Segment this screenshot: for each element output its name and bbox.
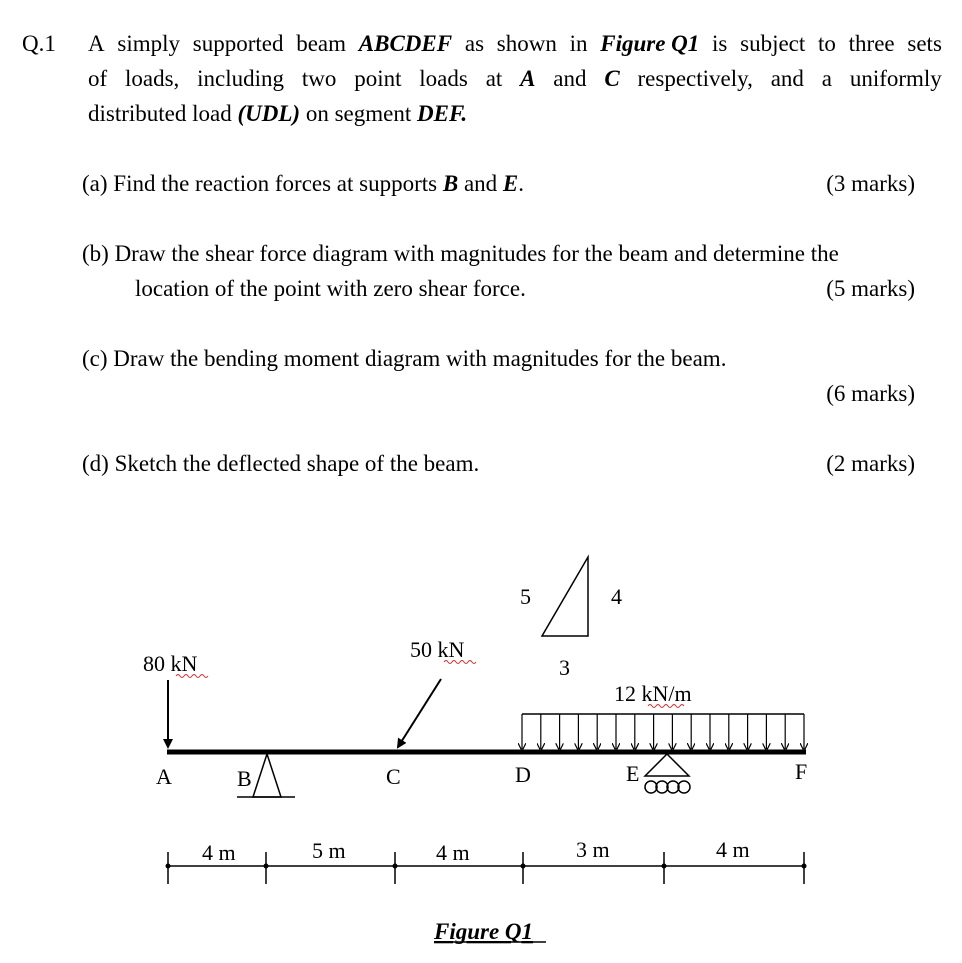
span-cd-label: 4 m: [436, 840, 470, 865]
support-e-ref: E: [502, 171, 519, 196]
word: sets: [907, 31, 942, 56]
word: in: [569, 31, 588, 56]
udl-load: [522, 681, 804, 749]
word: of: [88, 66, 108, 91]
word: load: [192, 101, 232, 126]
dimension-ticks: [166, 852, 807, 884]
word: including: [197, 66, 285, 91]
slope-hyp-label: 5: [520, 584, 531, 609]
point-label-c: C: [386, 764, 401, 789]
load-c-arrow: [398, 679, 441, 747]
slope-triangle-shape: [542, 557, 588, 636]
part-a-mid: and: [458, 171, 503, 196]
word: a: [821, 66, 832, 91]
word: segment: [334, 101, 412, 126]
dimension-node: [662, 864, 667, 869]
word: subject: [740, 31, 806, 56]
word: shown: [496, 31, 557, 56]
part-b-line-2: location of the point with zero shear force.: [135, 276, 526, 301]
span-bc-label: 5 m: [312, 838, 346, 863]
word: beam: [296, 31, 347, 56]
pin-triangle: [253, 754, 281, 797]
word: at: [485, 66, 503, 91]
roller-wheel: [656, 781, 668, 793]
part-b-line-1: (b) Draw the shear force diagram with magnitudes for the beam and determine the: [82, 241, 839, 266]
part-d-line-1: (d) Sketch the deflected shape of the beam.: [82, 451, 480, 476]
word: on: [305, 101, 329, 126]
part-b-marks: (5 marks): [826, 276, 915, 301]
word: and: [553, 66, 587, 91]
udl-ref: (UDL): [237, 101, 301, 126]
dimension-node: [802, 864, 807, 869]
dimension-line: [166, 837, 807, 884]
dimension-node: [521, 864, 526, 869]
word: distributed: [88, 101, 187, 126]
point-label-d: D: [515, 762, 531, 787]
word: as: [464, 31, 485, 56]
point-label-b: B: [237, 766, 252, 791]
word: supported: [192, 31, 284, 56]
slope-horizontal-label: 3: [559, 655, 570, 680]
figure-ref: Figure Q1: [600, 31, 700, 56]
segment-ref: DEF.: [417, 101, 468, 126]
load-a-label: 80 kN: [143, 651, 198, 676]
beam-name: ABCDEF: [358, 31, 453, 56]
slope-triangle: [520, 557, 622, 680]
word: respectively,: [637, 66, 753, 91]
dimension-node: [393, 864, 398, 869]
span-ab-label: 4 m: [202, 840, 236, 865]
word: loads,: [125, 66, 180, 91]
question-number: Q.1: [22, 31, 56, 56]
udl-arrows: [522, 714, 804, 749]
word: three: [848, 31, 895, 56]
span-ef-label: 4 m: [716, 837, 750, 862]
load-c-label: 50 kN: [410, 637, 465, 662]
point-label-a: A: [156, 764, 172, 789]
roller-wheel: [645, 781, 657, 793]
word: uniformly: [849, 66, 942, 91]
word: loads: [419, 66, 468, 91]
load-at-c: [398, 637, 476, 747]
udl-label: 12 kN/m: [614, 681, 692, 706]
point-a-ref: A: [520, 66, 536, 91]
word: to: [818, 31, 836, 56]
word: A: [88, 31, 105, 56]
word: two: [301, 66, 337, 91]
span-de-label: 3 m: [576, 837, 610, 862]
part-c-line-1: (c) Draw the bending moment diagram with magnitudes for the beam.: [82, 346, 727, 371]
word: and: [770, 66, 804, 91]
part-d-marks: (2 marks): [826, 451, 915, 476]
point-c-ref: C: [604, 66, 620, 91]
word: simply: [117, 31, 180, 56]
part-a-suffix: .: [518, 171, 525, 196]
word: is: [712, 31, 728, 56]
load-at-a: [143, 651, 208, 747]
point-label-e: E: [626, 761, 640, 786]
part-a-prefix: (a) Find the reaction forces at supports: [82, 171, 443, 196]
dimension-node: [264, 864, 269, 869]
word: point: [354, 66, 402, 91]
slope-vertical-label: 4: [611, 584, 622, 609]
part-a-marks: (3 marks): [826, 171, 915, 196]
figure-caption: Figure Q1: [434, 919, 534, 944]
roller-wheel: [678, 781, 690, 793]
point-label-f: F: [795, 759, 808, 784]
dimension-node: [166, 864, 171, 869]
part-c-marks: (6 marks): [826, 381, 915, 406]
support-b-ref: B: [442, 171, 459, 196]
roller-wheel: [667, 781, 679, 793]
support-e-roller: [645, 754, 690, 793]
roller-triangle: [645, 754, 689, 776]
